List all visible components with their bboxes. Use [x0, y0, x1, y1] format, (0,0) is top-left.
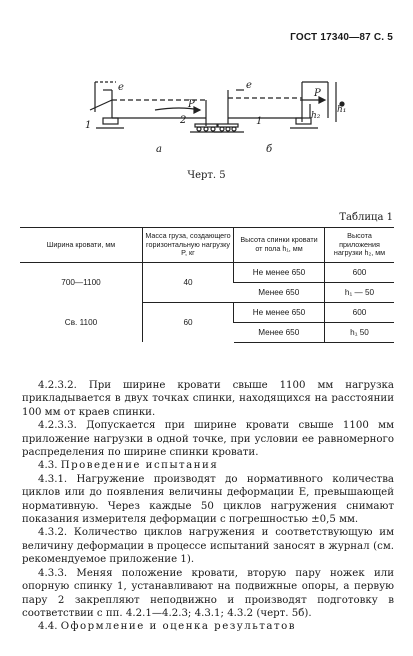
paragraph: 4.2.3.2. При ширине кровати свыше 1100 мм нагрузка прикладывается в двух точках спинки, находящихся на расстоянии 100 мм от краев спинки. [22, 380, 394, 418]
section-number: 4.4. [38, 621, 58, 633]
roller [220, 127, 224, 131]
roller [232, 127, 236, 131]
section-title: Оформление и оценка результатов [60, 621, 297, 633]
cell-h2: h₁ 50 [325, 322, 395, 342]
figure-5 [0, 60, 413, 170]
label-e-left: е [118, 82, 124, 93]
cell-h2: h₁ — 50 [325, 282, 395, 302]
figure-caption: Черт. 5 [187, 170, 226, 181]
cell-h1: Менее 650 [234, 282, 325, 302]
paragraph: 4.3.2. Количество циклов нагружения и соответствующую им величину деформации в процессе испытаний заносят в журнал (см. рекомендуемое приложение 1). [22, 527, 394, 566]
cell-h2: 600 [325, 262, 395, 282]
paragraph: 4.2.3.3. Допускается при ширине кровати свыше 1100 мм приложение нагрузки в одной точке, при условии ее равномерного распределения по ширине спинки кровати. [22, 420, 394, 459]
label-b: б [266, 144, 273, 155]
roller [226, 127, 230, 131]
roller [197, 127, 201, 131]
paragraph: 4.3.1. Нагружение производят до нормативного количества циклов или до появления величины деформации Е, превышающей нормативную. Через каждые 50 циклов нагружения снимают показания измерителя деформации с погрешностью ±0,5 мм. [22, 473, 394, 526]
deflected-back-line [90, 100, 112, 110]
section-title: Проведение испытания [60, 460, 219, 472]
label-p-right: P [314, 88, 321, 99]
cell-mass: 60 [143, 302, 234, 342]
label-p-left: P [188, 99, 195, 110]
cell-width: Св. 1100 [64, 317, 98, 327]
section-heading-4-3 [22, 459, 394, 472]
roller [211, 127, 215, 131]
page-header: ГОСТ 17340—87 С. 5 [290, 32, 393, 43]
fixed-support-left [103, 118, 118, 124]
cell-mass: 40 [143, 262, 234, 302]
label-2-left: 2 [180, 115, 187, 126]
fixed-support-b [296, 118, 311, 124]
cell-h1: Не менее 650 [234, 302, 325, 322]
arrow-head [194, 107, 200, 113]
paragraph: 4.3.3. Меняя положение кровати, вторую пару ножек или опорную спинку 1, устанавливают на подвижные опоры, а первую пару 2 закрепляют неподвижно и производят подготовку в соответствии с пп. 4.2.1—4.2.3; 4.3.1; 4.3.2 (черт. 5б). [22, 567, 394, 619]
label-h2: h₂ [311, 111, 321, 121]
cell-h1: Менее 650 [234, 322, 325, 342]
label-e-right: е [246, 80, 252, 91]
body-text [22, 379, 394, 634]
table-caption: Таблица 1 [339, 212, 393, 223]
roller [204, 127, 208, 131]
cell-width: 700—1100 [61, 277, 101, 287]
label-h1: h₁ [337, 105, 347, 115]
header-width: Ширина кровати, мм [20, 228, 143, 263]
cell-h2: 600 [325, 302, 395, 322]
header-h2: Высота приложения нагрузки h₂, мм [325, 228, 395, 263]
header-mass: Масса груза, создающего горизонтальную нагрузку P, кг [143, 228, 234, 263]
header-h1: Высота спинки кровати от пола h₁, мм [234, 228, 325, 263]
label-1-left: 1 [85, 120, 92, 131]
label-a: а [156, 144, 162, 155]
label-1-right: 1 [256, 116, 263, 127]
cell-h1: Не менее 650 [234, 262, 325, 282]
table-1 [20, 227, 394, 343]
section-number: 4.3. [38, 460, 58, 472]
section-heading-4-4 [22, 620, 394, 633]
